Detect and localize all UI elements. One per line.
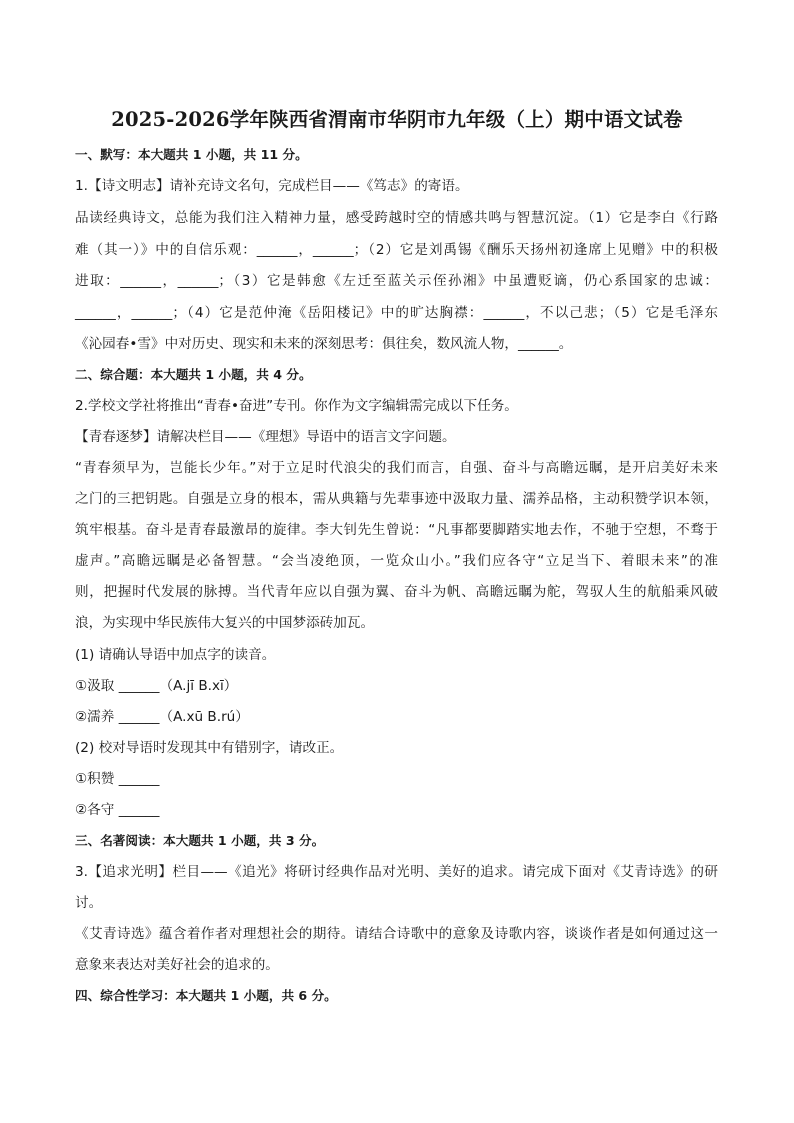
section-label: 二、综合题：	[75, 367, 151, 382]
question-2-passage: “青春须早为，岂能长少年。”对于立足时代浪尖的我们而言，自强、奋斗与高瞻远瞩，是开启美好未来	[75, 460, 718, 476]
question-1-stem: 1.【诗文明志】请补充诗文名句，完成栏目——《笃志》的寄语。	[75, 178, 469, 194]
section-info: 本大题共 1 小题，共 4 分。	[150, 367, 312, 382]
question-1-text: 难（其一）》中的自信乐观：______，______；（2）它是刘禹锡《酬乐天扬州初逢席上见赠》中的积极	[75, 242, 718, 258]
question-1-text: 《沁园春•雪》中对历史、现实和未来的深刻思考：俱往矣，数风流人物，______。	[75, 336, 573, 352]
question-3-stem: 3.【追求光明】栏目——《追光》将研讨经典作品对光明、美好的追求。请完成下面对《艾青诗选》的研	[75, 864, 718, 880]
sub-question-1: (1) 请确认导语中加点字的读音。	[75, 647, 276, 663]
sub-question-item: ①积赞 ______	[75, 771, 160, 787]
question-3-text: 意象来表达对美好社会的追求的。	[75, 957, 279, 973]
section-info: 本大题共 1 小题，共 11 分。	[137, 147, 308, 162]
question-1-text: 进取：______，______；（3）它是韩愈《左迁至蓝关示侄孙湘》中虽遭贬谪，仍心系国家的忠诚：	[75, 273, 718, 289]
question-3-stem: 讨。	[75, 895, 103, 911]
question-2-passage: 则，把握时代发展的脉搏。当代青年应以自强为翼、奋斗为帆、高瞻远瞩为舵，驾驭人生的航船乘风破	[75, 584, 718, 600]
sub-question-option: ①汲取 ______（A.jī B.xī）	[75, 678, 238, 694]
question-2-task: 【青春逐梦】请解决栏目——《理想》导语中的语言文字问题。	[75, 429, 456, 445]
question-2-stem: 2.学校文学社将推出“青春•奋进”专刊。你作为文字编辑需完成以下任务。	[75, 398, 518, 414]
section-info: 本大题共 1 小题，共 3 分。	[163, 833, 325, 848]
section-label: 一、默写：	[75, 147, 138, 162]
exam-title: 2025-2026学年陕西省渭南市华阴市九年级（上）期中语文试卷	[111, 108, 683, 131]
question-3-text: 《艾青诗选》蕴含着作者对理想社会的期待。请结合诗歌中的意象及诗歌内容，谈谈作者是如何通过这一	[75, 926, 718, 942]
sub-question-item: ②各守 ______	[75, 802, 160, 818]
section-info: 本大题共 1 小题，共 6 分。	[175, 988, 337, 1003]
section-label: 四、综合性学习：	[75, 988, 176, 1003]
question-1-text: ______，______；（4）它是范仲淹《岳阳楼记》中的旷达胸襟：______，不以己悲；（5）它是毛泽东	[75, 305, 718, 321]
section-header-comprehensive	[75, 366, 312, 384]
sub-question-2: (2) 校对导语时发现其中有错别字，请改正。	[75, 740, 344, 756]
section-header-dictation	[75, 146, 308, 164]
section-header-reading	[75, 832, 324, 850]
section-label: 三、名著阅读：	[75, 833, 164, 848]
question-2-passage: 之门的三把钥匙。自强是立身的根本，需从典籍与先辈事迹中汲取力量、濡养品格，主动积赞学识本领，	[75, 491, 718, 507]
question-2-passage: 筑牢根基。奋斗是青春最激昂的旋律。李大钊先生曾说：“凡事都要脚踏实地去作，不驰于空想，不骛于	[75, 522, 718, 538]
sub-question-option: ②濡养 ______（A.xū B.rú）	[75, 709, 249, 725]
question-2-passage: 浪，为实现中华民族伟大复兴的中国梦添砖加瓦。	[75, 615, 375, 631]
section-header-integrated-learning	[75, 987, 337, 1005]
question-1-text: 品读经典诗文，总能为我们注入精神力量，感受跨越时空的情感共鸣与智慧沉淀。（1）它是李白《行路	[75, 210, 718, 226]
question-2-passage: 虚声。”高瞻远瞩是必备智慧。“会当凌绝顶，一览众山小。”我们应各守“立足当下、着眼未来”的准	[75, 553, 718, 569]
